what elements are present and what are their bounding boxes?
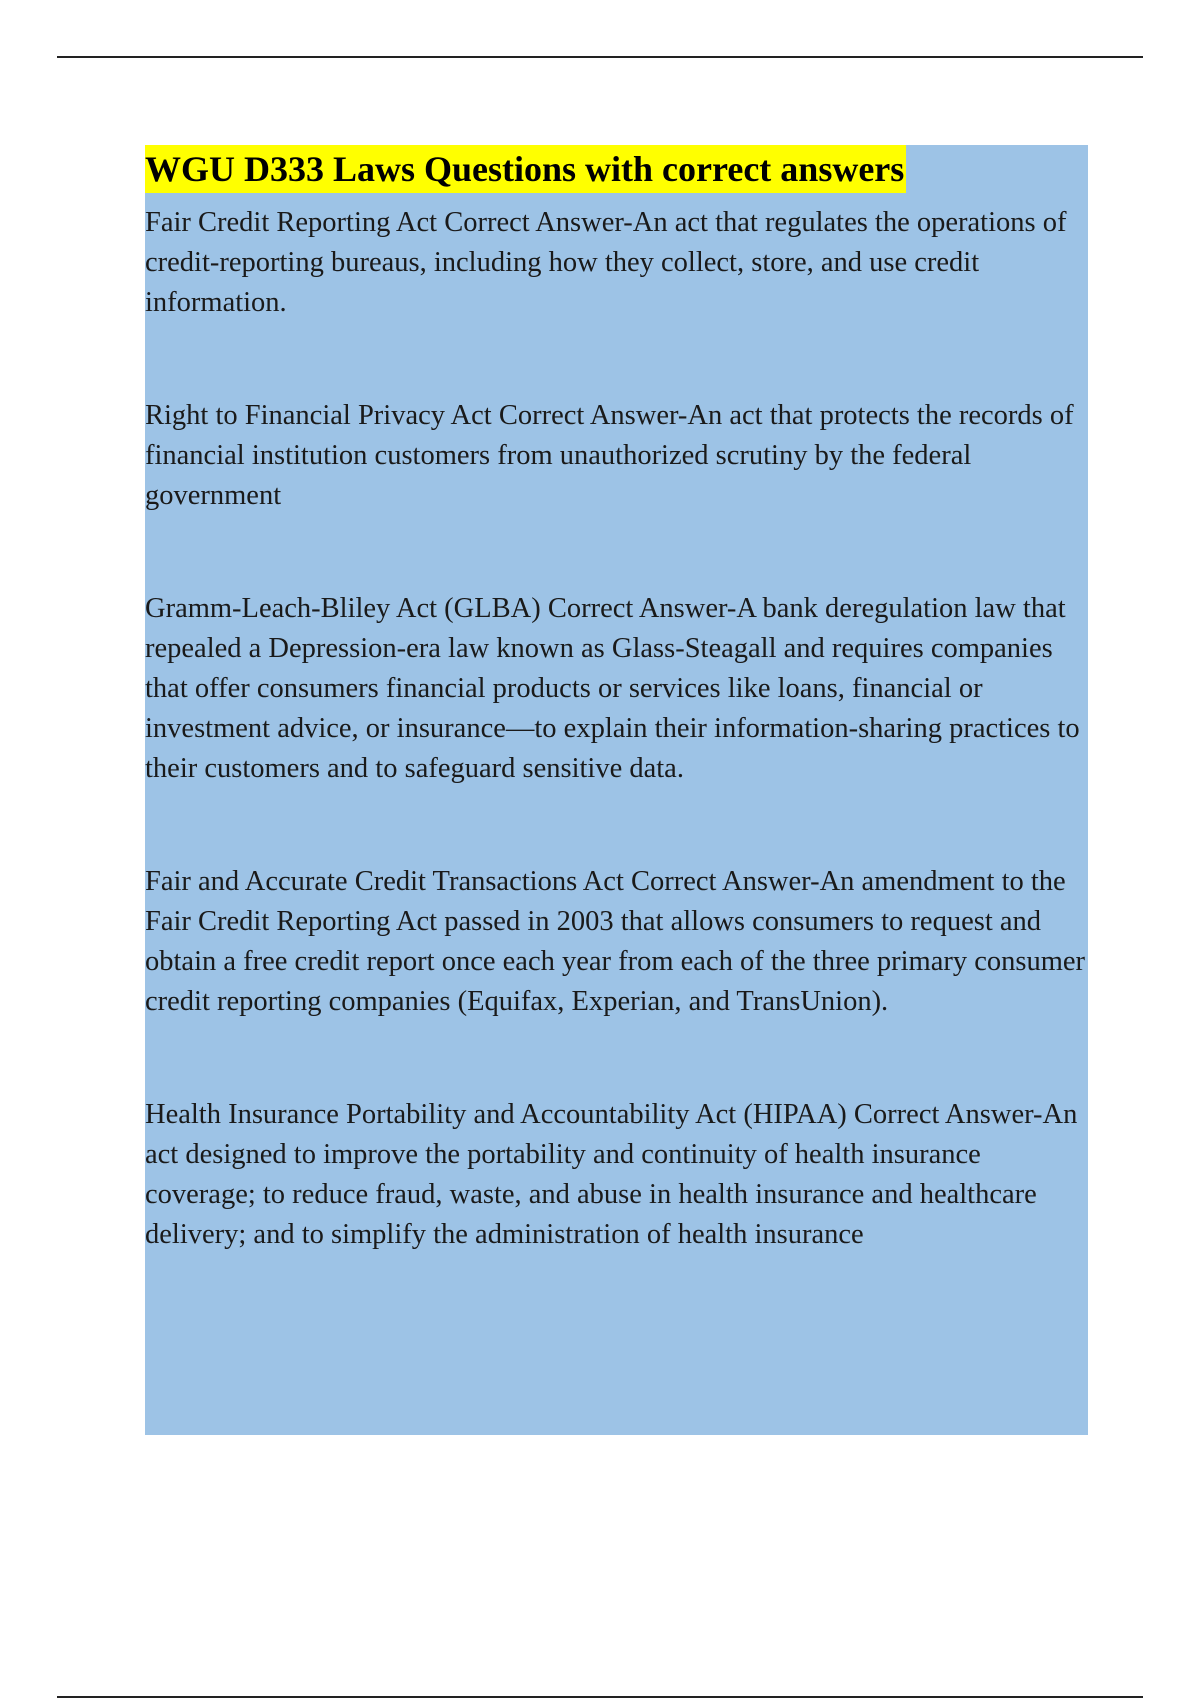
entry-hipaa: Health Insurance Portability and Accountability Act (HIPAA) Correct Answer-An act designed to improve the portability and continuity of health insurance coverage; to reduce fraud, waste, and abuse in health insurance and healthcare delivery; and to simplify the administration of health insurance <box>145 1099 1078 1250</box>
footer-rule <box>57 1696 1143 1698</box>
entry-facta: Fair and Accurate Credit Transactions Act Correct Answer-An amendment to the Fair Credit Reporting Act passed in 2003 that allows consumers to request and obtain a free credit report once each year from each of the three primary consumer credit reporting companies (Equifax, Experian, and TransUnion). <box>145 866 1086 1017</box>
entry-glba: Gramm-Leach-Bliley Act (GLBA) Correct Answer-A bank deregulation law that repealed a Depression-era law known as Glass-Steagall and requires companies that offer consumers financial products or services like loans, financial or investment advice, or insurance—to explain their information-sharing practices to their customers and to safeguard sensitive data. <box>145 593 1080 784</box>
entry-fcra: Fair Credit Reporting Act Correct Answer-An act that regulates the operations of credit-reporting bureaus, including how they collect, store, and use credit information. <box>145 207 1067 318</box>
entry-rfpa: Right to Financial Privacy Act Correct Answer-An act that protects the records of financial institution customers from unauthorized scrutiny by the federal government <box>145 400 1074 511</box>
document-title: WGU D333 Laws Questions with correct answers <box>145 145 906 193</box>
content-block <box>145 145 1088 1435</box>
header-rule <box>57 56 1143 58</box>
entry-list <box>145 203 1088 1255</box>
